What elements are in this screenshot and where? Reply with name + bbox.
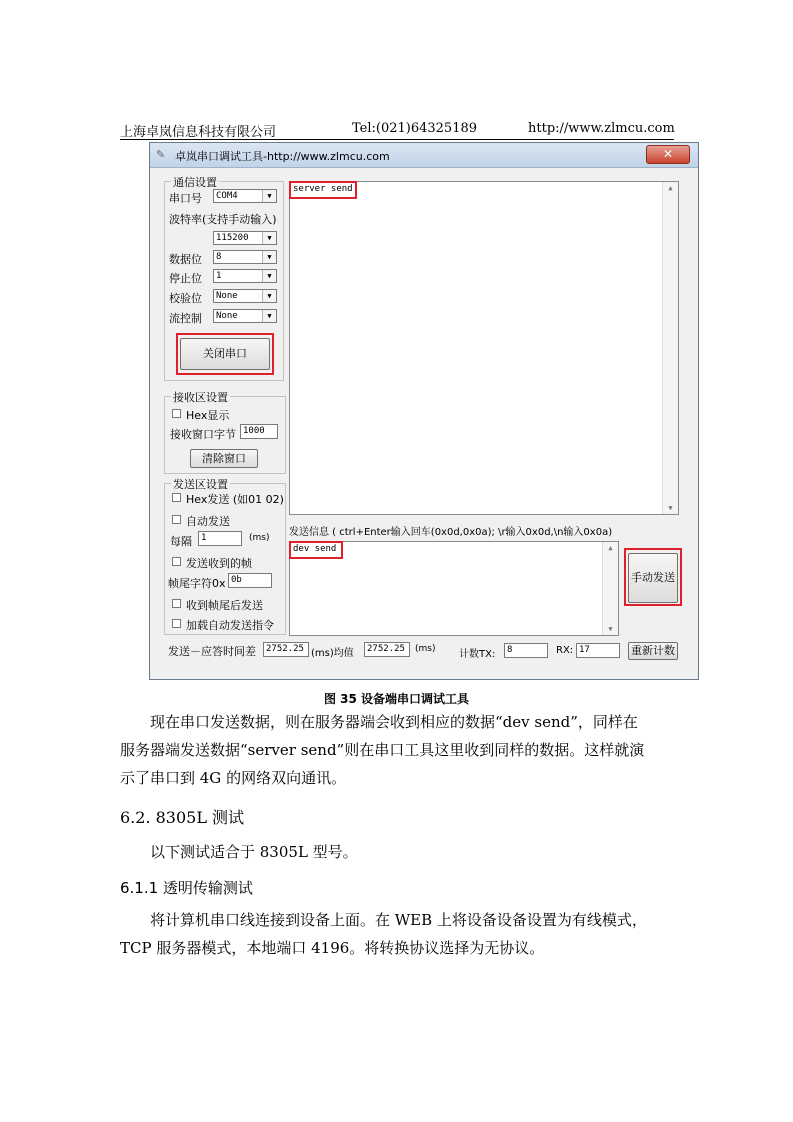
scroll-up-icon[interactable]: ▲	[668, 184, 673, 192]
databits-select[interactable]	[213, 250, 277, 264]
close-port-button[interactable]: 关闭串口	[180, 338, 270, 370]
receive-text: server send	[293, 184, 353, 194]
header-url: http://www.zlmcu.com	[528, 121, 675, 136]
stopbits-value: 1	[216, 271, 222, 281]
load-auto-cmd-checkbox[interactable]	[172, 619, 181, 628]
chevron-down-icon: ▼	[262, 190, 276, 202]
section-title: 6.2. 8305L 测试	[120, 808, 245, 827]
window-bytes-input[interactable]: 1000	[240, 424, 278, 439]
hex-display-checkbox[interactable]	[172, 409, 181, 418]
reset-count-button[interactable]: 重新计数	[628, 642, 678, 660]
window-title: 卓岚串口调试工具-http://www.zlmcu.com	[175, 150, 390, 163]
send-after-tail-label: 收到帧尾后发送	[186, 599, 263, 612]
send-frame-label: 发送收到的帧	[186, 557, 252, 570]
header-divider	[120, 139, 674, 140]
scroll-down-icon[interactable]: ▼	[668, 504, 673, 512]
rx-value: 17	[576, 643, 620, 658]
chevron-down-icon: ▼	[262, 232, 276, 244]
comm-settings-title: 通信设置	[173, 176, 217, 189]
auto-send-checkbox[interactable]	[172, 515, 181, 524]
flow-value: None	[216, 311, 238, 321]
parity-select[interactable]	[213, 289, 277, 303]
avg-unit: (ms)	[415, 644, 436, 654]
flow-label: 流控制	[169, 312, 202, 325]
hex-display-label: Hex显示	[186, 409, 230, 422]
header-company: 上海卓岚信息科技有限公司	[120, 125, 277, 140]
flow-select[interactable]	[213, 309, 277, 323]
close-button[interactable]	[646, 145, 690, 164]
highlight-receive-text	[289, 181, 357, 199]
send-scrollbar[interactable]	[602, 542, 618, 635]
recv-settings-title: 接收区设置	[173, 391, 228, 404]
port-label: 串口号	[169, 192, 202, 205]
parity-label: 校验位	[169, 292, 202, 305]
response-time-label: 发送－应答时间差	[168, 645, 256, 658]
close-icon: ✕	[662, 147, 674, 161]
send-text: dev send	[293, 544, 337, 554]
clear-window-button[interactable]: 清除窗口	[190, 449, 258, 468]
tx-label: 计数TX:	[459, 649, 496, 660]
send-after-tail-checkbox[interactable]	[172, 599, 181, 608]
load-auto-cmd-label: 加载自动发送指令	[186, 619, 274, 632]
paragraph-1-line-2: 服务器端发送数据“server send”则在串口工具这里收到同样的数据。这样就演	[120, 741, 645, 759]
figure-caption: 图 35 设备端串口调试工具	[323, 692, 470, 706]
avg-value: 2752.25	[364, 642, 410, 657]
highlight-send-text	[289, 541, 343, 559]
scroll-up-icon[interactable]: ▲	[608, 544, 613, 552]
chevron-down-icon: ▼	[262, 290, 276, 302]
interval-unit: (ms)	[249, 533, 270, 543]
stopbits-label: 停止位	[169, 272, 202, 285]
port-select[interactable]	[213, 189, 277, 203]
hex-send-checkbox[interactable]	[172, 493, 181, 502]
rx-label: RX:	[556, 645, 574, 656]
databits-value: 8	[216, 252, 222, 262]
app-icon: ✎	[156, 148, 166, 161]
chevron-down-icon: ▼	[262, 270, 276, 282]
chevron-down-icon: ▼	[262, 251, 276, 263]
baud-label: 波特率(支持手动输入)	[169, 213, 277, 226]
window-bytes-label: 接收窗口字节	[170, 428, 236, 441]
baud-select[interactable]	[213, 231, 277, 245]
baud-value: 115200	[216, 233, 249, 243]
receive-scrollbar[interactable]	[662, 182, 678, 514]
response-time-value: 2752.25	[263, 642, 309, 657]
highlight-close-port	[176, 333, 274, 375]
serial-debug-window	[149, 142, 699, 680]
highlight-manual-send	[624, 548, 682, 606]
paragraph-1-line-3: 示了串口到 4G 的网络双向通讯。	[120, 769, 347, 787]
receive-textarea[interactable]	[289, 181, 679, 515]
stopbits-select[interactable]	[213, 269, 277, 283]
send-info-label: 发送信息 ( ctrl+Enter输入回车(0x0d,0x0a); \r输入0x0d,\n输入0x0a)	[289, 527, 613, 538]
paragraph-1-line-1: 现在串口发送数据，则在服务器端会收到相应的数据“dev send”，同样在	[150, 713, 638, 731]
auto-send-label: 自动发送	[186, 515, 230, 528]
databits-label: 数据位	[169, 253, 202, 266]
paragraph-2: 以下测试适合于 8305L 型号。	[150, 843, 358, 861]
port-value: COM4	[216, 191, 238, 201]
hex-send-label: Hex发送 (如01 02)	[186, 493, 284, 506]
interval-label: 每隔	[170, 535, 192, 548]
interval-input[interactable]: 1	[198, 531, 242, 546]
scroll-down-icon[interactable]: ▼	[608, 625, 613, 633]
paragraph-3-line-2: TCP 服务器模式，本地端口 4196。将转换协议选择为无协议。	[120, 939, 545, 957]
subsection-title: 6.1.1 透明传输测试	[120, 879, 253, 897]
parity-value: None	[216, 291, 238, 301]
paragraph-3-line-1: 将计算机串口线连接到设备上面。在 WEB 上将设备设备设置为有线模式，	[150, 911, 647, 929]
frame-tail-input[interactable]: 0b	[228, 573, 272, 588]
avg-label: (ms)均值	[311, 648, 354, 659]
send-frame-checkbox[interactable]	[172, 557, 181, 566]
manual-send-button[interactable]: 手动发送	[628, 553, 678, 603]
chevron-down-icon: ▼	[262, 310, 276, 322]
title-bar[interactable]	[150, 143, 698, 168]
frame-tail-label: 帧尾字符0x	[168, 577, 226, 590]
header-tel: Tel:(021)64325189	[352, 121, 478, 136]
tx-value: 8	[504, 643, 548, 658]
send-settings-title: 发送区设置	[173, 478, 228, 491]
